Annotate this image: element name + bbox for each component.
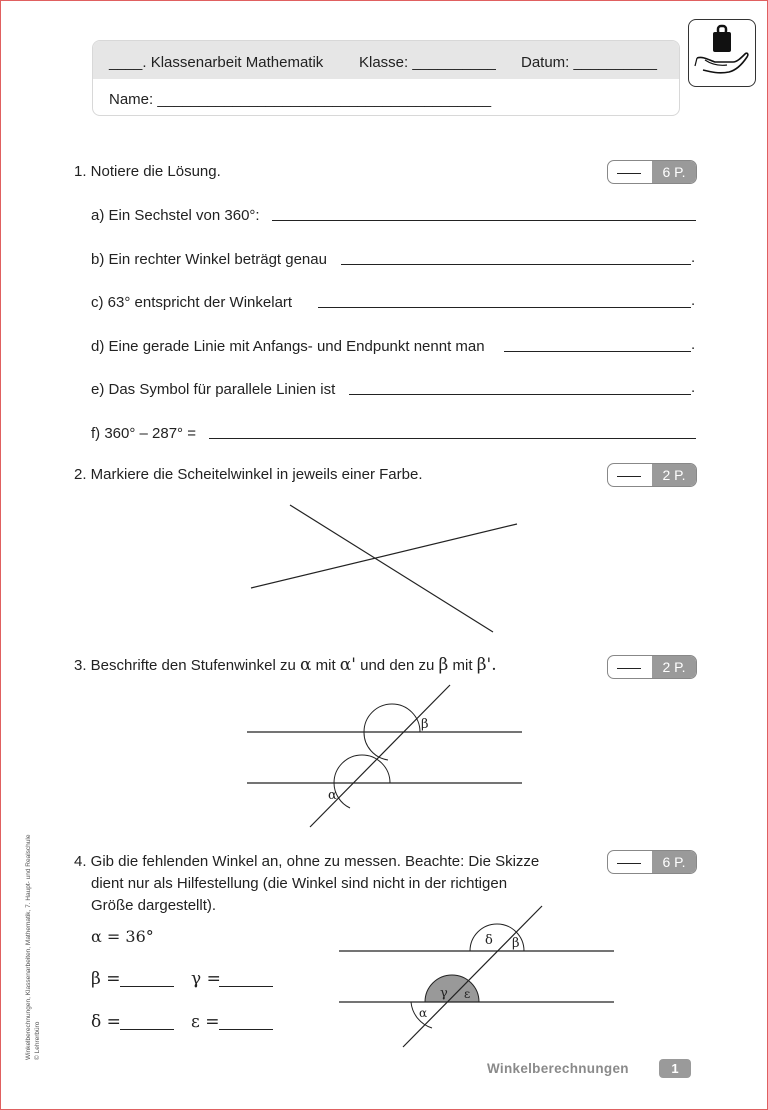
q4-beta-answer-line[interactable] xyxy=(120,986,174,987)
q4-label-epsilon: ε xyxy=(464,987,471,1001)
q3-arc-bottom-upper xyxy=(334,755,390,783)
q3-label-alpha: α xyxy=(328,788,337,803)
q3-score-blank[interactable] xyxy=(608,656,652,678)
q4-points: 6 P. xyxy=(652,851,696,873)
sidebar-credit xyxy=(24,835,42,1060)
q4-line1: 4. Gib die fehlenden Winkel an, ohne zu messen. Beachte: Die Skizze xyxy=(74,853,540,870)
q1b-text: b) Ein rechter Winkel beträgt genau xyxy=(91,251,327,268)
q2-line-1 xyxy=(290,505,493,632)
q3-score-box xyxy=(607,655,697,679)
q2-crossing-lines-figure[interactable] xyxy=(240,495,530,640)
q1c-text: c) 63° entspricht der Winkelart xyxy=(91,294,293,311)
q3-alpha-prime-symbol: α' xyxy=(339,655,356,675)
q4-beta-label: β = xyxy=(91,969,121,989)
q2-score-box xyxy=(607,463,697,487)
q1-score-blank[interactable] xyxy=(608,161,652,183)
q2-points: 2 P. xyxy=(652,464,696,486)
q3-arc-top-upper xyxy=(364,704,420,732)
q3-title-part2: mit xyxy=(315,657,336,674)
q2-score-blank[interactable] xyxy=(608,464,652,486)
q3-title xyxy=(74,655,497,676)
q2-title: 2. Markiere die Scheitelwinkel in jeweils einer Farbe. xyxy=(74,466,423,483)
q1d-text: d) Eine gerade Linie mit Anfangs- und Endpunkt nennt man xyxy=(91,338,485,355)
q3-points: 2 P. xyxy=(652,656,696,678)
q3-title-part1: 3. Beschrifte den Stufenwinkel zu xyxy=(74,657,296,674)
footer-title: Winkelberechnungen xyxy=(487,1061,629,1076)
weight-on-hand-icon xyxy=(689,20,755,86)
q4-label-alpha: α xyxy=(419,1006,428,1020)
q4-gamma-label: γ = xyxy=(191,969,221,989)
q2-line-2 xyxy=(251,524,517,588)
q4-label-gamma: γ xyxy=(440,986,448,1001)
page-number: 1 xyxy=(659,1059,691,1078)
q4-epsilon-answer-line[interactable] xyxy=(219,1029,273,1030)
q1e-text: e) Das Symbol für parallele Linien ist xyxy=(91,381,336,398)
name-label: Name: ________________________________________ xyxy=(109,91,492,108)
q4-label-delta: δ xyxy=(485,933,493,948)
sidebar-credit-line2: © Lehrerbüro xyxy=(34,1021,41,1060)
q4-line2: dient nur als Hilfestellung (die Winkel sind nicht in der richtigen xyxy=(91,875,508,892)
q1-score-box xyxy=(607,160,697,184)
q1-points: 6 P. xyxy=(652,161,696,183)
q3-parallel-lines-figure[interactable] xyxy=(240,680,530,830)
q4-gamma-answer-line[interactable] xyxy=(219,986,273,987)
q1d-answer-line[interactable] xyxy=(504,351,691,352)
q4-transversal xyxy=(403,906,542,1047)
q3-title-part4: mit xyxy=(452,657,473,674)
q1d-period: . xyxy=(691,336,696,353)
q1c-answer-line[interactable] xyxy=(318,307,691,308)
q4-delta-answer-line[interactable] xyxy=(120,1029,174,1030)
q4-delta-label: δ = xyxy=(91,1012,121,1032)
q4-epsilon-label: ε = xyxy=(191,1012,220,1032)
q1c-period: . xyxy=(691,292,696,309)
q1f-answer-line[interactable] xyxy=(209,438,696,439)
q4-score-blank[interactable] xyxy=(608,851,652,873)
date-label: Datum: __________ xyxy=(521,54,657,71)
test-number-label: ____. Klassenarbeit Mathematik xyxy=(109,54,324,71)
q1a-answer-line[interactable] xyxy=(272,220,696,221)
test-header xyxy=(92,40,680,116)
q4-label-beta: β xyxy=(512,936,520,951)
q1e-period: . xyxy=(691,379,696,396)
q1b-period: . xyxy=(691,249,696,266)
class-label: Klasse: __________ xyxy=(359,54,496,71)
q3-beta-prime-symbol: β'. xyxy=(476,655,497,675)
q4-score-box xyxy=(607,850,697,874)
q3-title-part3: und den zu xyxy=(360,657,435,674)
q3-beta-symbol: β xyxy=(438,655,449,675)
q3-label-beta: β xyxy=(421,717,429,732)
q4-line3: Größe dargestellt). xyxy=(91,897,217,914)
q1-title: 1. Notiere die Lösung. xyxy=(74,163,221,180)
q4-alpha-given: α = 36° xyxy=(91,927,154,946)
sidebar-credit-line1: Winkelberechnungen, Klassenarbeiten, Mathematik, 7. Haupt- und Realschule xyxy=(25,834,32,1060)
q4-parallel-lines-figure[interactable] xyxy=(335,900,620,1050)
q1a-text: a) Ein Sechstel von 360°: xyxy=(91,207,260,224)
q1f-text: f) 360° – 287° = xyxy=(91,425,196,442)
logo xyxy=(688,19,756,87)
q1b-answer-line[interactable] xyxy=(341,264,691,265)
q3-alpha-symbol: α xyxy=(299,655,312,675)
q1e-answer-line[interactable] xyxy=(349,394,691,395)
